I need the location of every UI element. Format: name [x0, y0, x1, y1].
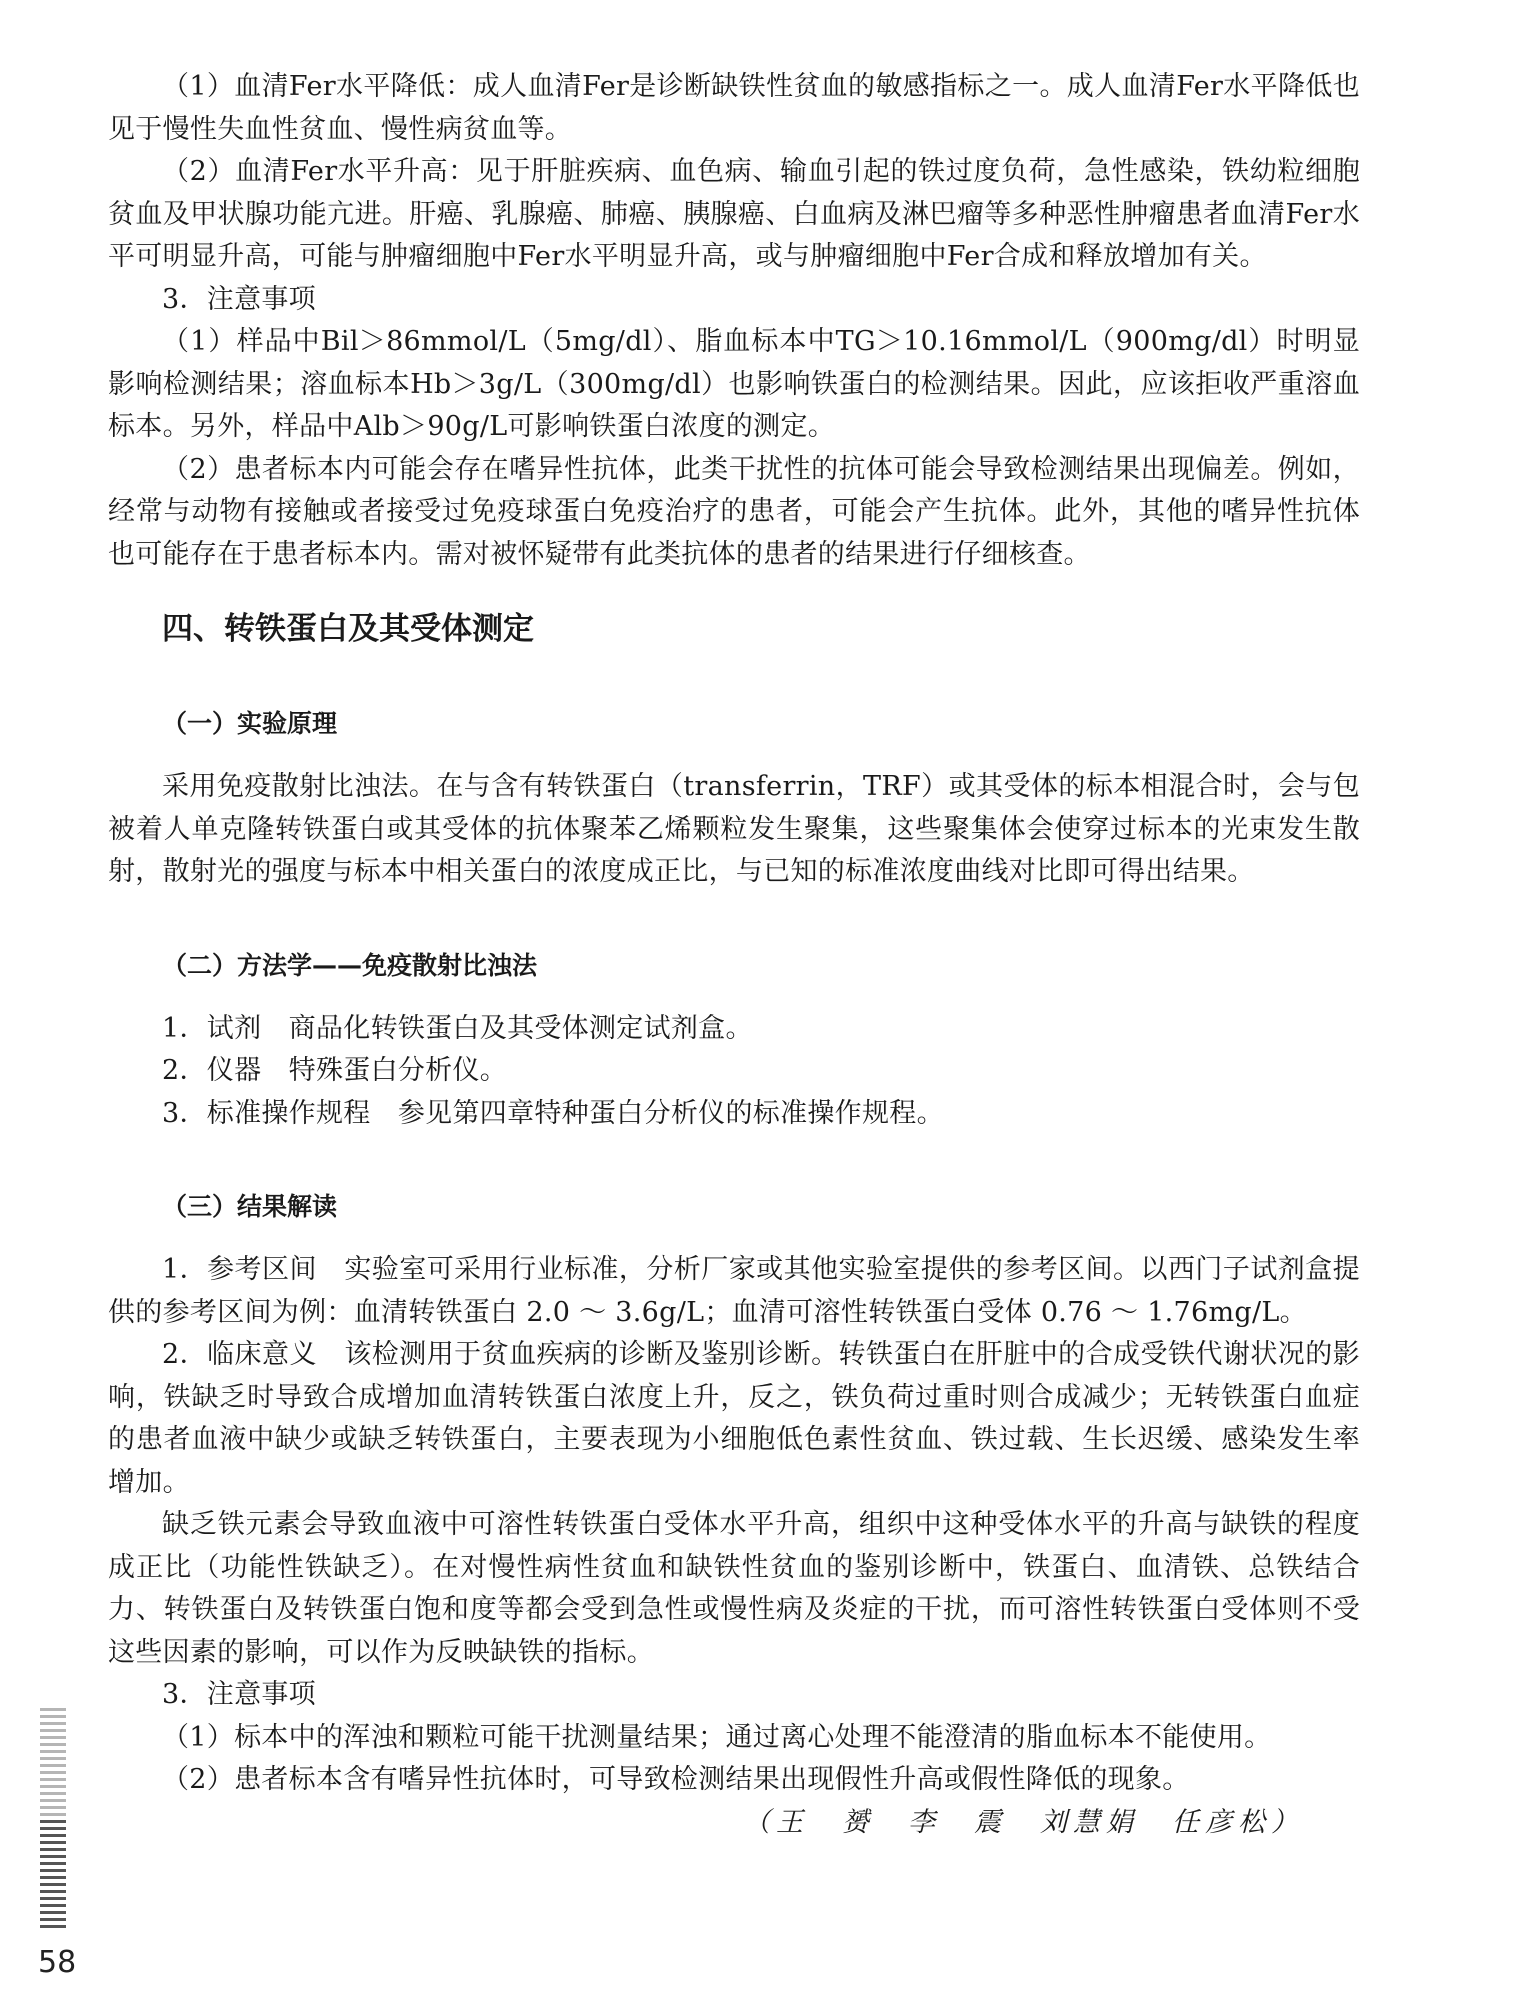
list-item-reagent: 1．试剂 商品化转铁蛋白及其受体测定试剂盒。 — [162, 1012, 753, 1044]
page-content — [108, 66, 1360, 1844]
subsection-title-principle: （一）实验原理 — [162, 709, 338, 738]
page-number: 58 — [38, 1945, 77, 1980]
heading-notes-1: 3．注意事项 — [162, 283, 316, 315]
authors-line: （王 赟 李 震 刘慧娟 任彦松） — [743, 1806, 1304, 1838]
list-item-sop: 3．标准操作规程 参见第四章特种蛋白分析仪的标准操作规程。 — [162, 1097, 944, 1129]
paragraph-fer-increase: （2）血清Fer水平升高：见于肝脏疾病、血色病、输血引起的铁过度负荷，急性感染，铁幼粒细胞贫血及甲状腺功能亢进。肝癌、乳腺癌、肺癌、胰腺癌、白血病及淋巴瘤等多种恶性肿瘤患者血清Fer水平可明显升高，可能与肿瘤细胞中Fer水平明显升高，或与肿瘤细胞中Fer合成和释放增加有关。 — [108, 156, 1360, 272]
page-edge-bar — [40, 1708, 66, 1932]
paragraph-notes-1-2: （2）患者标本内可能会存在嗜异性抗体，此类干扰性的抗体可能会导致检测结果出现偏差。例如，经常与动物有接触或者接受过免疫球蛋白免疫治疗的患者，可能会产生抗体。此外，其他的嗜异性抗体也可能存在于患者标本内。需对被怀疑带有此类抗体的患者的结果进行仔细核查。 — [108, 453, 1360, 570]
paragraph-reference-range: 1．参考区间 实验室可采用行业标准，分析厂家或其他实验室提供的参考区间。以西门子试剂盒提供的参考区间为例：血清转铁蛋白 2.0 ～ 3.6g/L；血清可溶性转铁蛋白受体 0.76 ～ 1.76mg/L。 — [108, 1254, 1360, 1328]
list-item-instrument: 2．仪器 特殊蛋白分析仪。 — [162, 1055, 508, 1086]
section-title: 四、转铁蛋白及其受体测定 — [162, 611, 534, 647]
paragraph-principle: 采用免疫散射比浊法。在与含有转铁蛋白（transferrin，TRF）或其受体的标本相混合时，会与包被着人单克隆转铁蛋白或其受体的抗体聚苯乙烯颗粒发生聚集，这些聚集体会使穿过标本的光束发生散射，散射光的强度与标本中相关蛋白的浓度成正比，与已知的标准浓度曲线对比即可得出结果。 — [108, 771, 1360, 887]
subsection-title-results: （三）结果解读 — [162, 1192, 338, 1221]
paragraph-notes-1-1: （1）样品中Bil＞86mmol/L（5mg/dl）、脂血标本中TG＞10.16mmol/L（900mg/dl）时明显影响检测结果；溶血标本Hb＞3g/L（300mg/dl）也影响铁蛋白的检测结果。因此，应该拒收严重溶血标本。另外，样品中Alb＞90g/L可影响铁蛋白浓度的测定。 — [108, 326, 1360, 442]
heading-notes-2: 3．注意事项 — [162, 1679, 316, 1710]
paragraph-fer-decrease: （1）血清Fer水平降低：成人血清Fer是诊断缺铁性贫血的敏感指标之一。成人血清Fer水平降低也见于慢性失血性贫血、慢性病贫血等。 — [108, 71, 1360, 145]
paragraph-clinical-significance: 2．临床意义 该检测用于贫血疾病的诊断及鉴别诊断。转铁蛋白在肝脏中的合成受铁代谢状况的影响，铁缺乏时导致合成增加血清转铁蛋白浓度上升，反之，铁负荷过重时则合成减少；无转铁蛋白血症的患者血液中缺少或缺乏转铁蛋白，主要表现为小细胞低色素性贫血、铁过载、生长迟缓、感染发生率增加。 — [108, 1339, 1360, 1498]
paragraph-notes-2-2: （2）患者标本含有嗜异性抗体时，可导致检测结果出现假性升高或假性降低的现象。 — [162, 1764, 1190, 1795]
paragraph-iron-deficiency: 缺乏铁元素会导致血液中可溶性转铁蛋白受体水平升高，组织中这种受体水平的升高与缺铁的程度成正比（功能性铁缺乏）。在对慢性病性贫血和缺铁性贫血的鉴别诊断中，铁蛋白、血清铁、总铁结合力、转铁蛋白及转铁蛋白饱和度等都会受到急性或慢性病及炎症的干扰，而可溶性转铁蛋白受体则不受这些因素的影响，可以作为反映缺铁的指标。 — [108, 1509, 1360, 1668]
subsection-title-method: （二）方法学——免疫散射比浊法 — [162, 950, 538, 980]
paragraph-notes-2-1: （1）标本中的浑浊和颗粒可能干扰测量结果；通过离心处理不能澄清的脂血标本不能使用。 — [162, 1721, 1272, 1753]
